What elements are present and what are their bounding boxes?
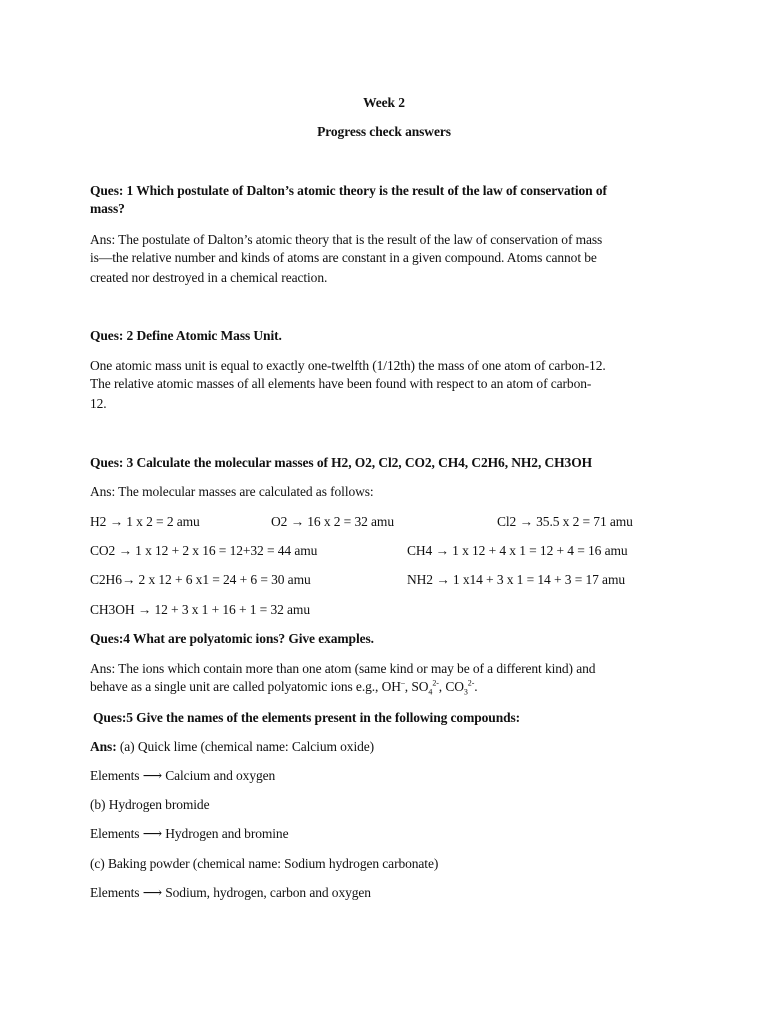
week-heading: Week 2 [363,95,405,110]
answer-5-a [90,738,374,756]
co3-subscript: 3 [463,687,468,697]
separator: , CO [438,679,464,694]
answer-2-line: 12. [90,396,107,411]
page-subtitle: Progress check answers [317,124,451,139]
co3-charge: 2- [467,678,475,688]
answer-5-b-elements: Elements ⟶ Hydrogen and bromine [90,826,289,841]
question-1-title-cont: mass? [90,201,125,216]
answer-5-a-elements: Elements ⟶ Calcium and oxygen [90,768,276,783]
question-1-title: Ques: 1 Which postulate of Dalton’s atomic theory is the result of the law of conservation of [90,183,607,198]
separator: , SO [404,679,429,694]
answer-5-a-text: (a) Quick lime (chemical name: Calcium oxide) [119,739,375,754]
answer-4-line-examples [90,678,478,696]
calc-ch4: CH4 → 1 x 12 + 4 x 1 = 12 + 4 = 16 amu [407,543,628,558]
calc-ch3oh: CH3OH → 12 + 3 x 1 + 16 + 1 = 32 amu [90,602,310,617]
answer-label: Ans: [90,739,117,754]
answer-5-b: (b) Hydrogen bromide [90,797,210,812]
answer-1-line: Ans: The postulate of Dalton’s atomic theory that is the result of the law of conservation of mass [90,232,603,247]
answer-5-c-elements: Elements ⟶ Sodium, hydrogen, carbon and oxygen [90,885,371,900]
calc-cl2: Cl2 → 35.5 x 2 = 71 amu [497,514,633,529]
so4-charge: 2- [432,678,439,688]
answer-1-line: is—the relative number and kinds of atoms are constant in a given compound. Atoms cannot be [90,250,597,265]
calc-c2h6: C2H6→ 2 x 12 + 6 x1 = 24 + 6 = 30 amu [90,572,311,587]
sentence-end: . [474,679,478,694]
answer-3-intro: Ans: The molecular masses are calculated as follows: [90,484,374,499]
question-2-title: Ques: 2 Define Atomic Mass Unit. [90,328,282,343]
answer-5-c: (c) Baking powder (chemical name: Sodium hydrogen carbonate) [90,856,439,871]
calc-h2: H2 → 1 x 2 = 2 amu [90,514,200,529]
answer-4-text: behave as a single unit are called polyatomic ions e.g., OH [90,679,401,694]
question-3-title: Ques: 3 Calculate the molecular masses of H2, O2, Cl2, CO2, CH4, C2H6, NH2, CH3OH [90,455,592,470]
so4-subscript: 4 [428,687,433,697]
answer-2-line: One atomic mass unit is equal to exactly one-twelfth (1/12th) the mass of one atom of carbon-12. [90,358,606,373]
question-4-title: Ques:4 What are polyatomic ions? Give examples. [90,631,374,646]
answer-2-line: The relative atomic masses of all elements have been found with respect to an atom of carbon- [90,376,592,391]
answer-1-line: created nor destroyed in a chemical reaction. [90,270,328,285]
answer-4-line: Ans: The ions which contain more than one atom (same kind or may be of a different kind) and [90,661,596,676]
oh-charge: – [400,678,405,688]
calc-nh2: NH2 → 1 x14 + 3 x 1 = 14 + 3 = 17 amu [407,572,625,587]
calc-co2: CO2 → 1 x 12 + 2 x 16 = 12+32 = 44 amu [90,543,318,558]
calc-o2: O2 → 16 x 2 = 32 amu [271,514,394,529]
question-5-title: Ques:5 Give the names of the elements present in the following compounds: [93,710,521,725]
